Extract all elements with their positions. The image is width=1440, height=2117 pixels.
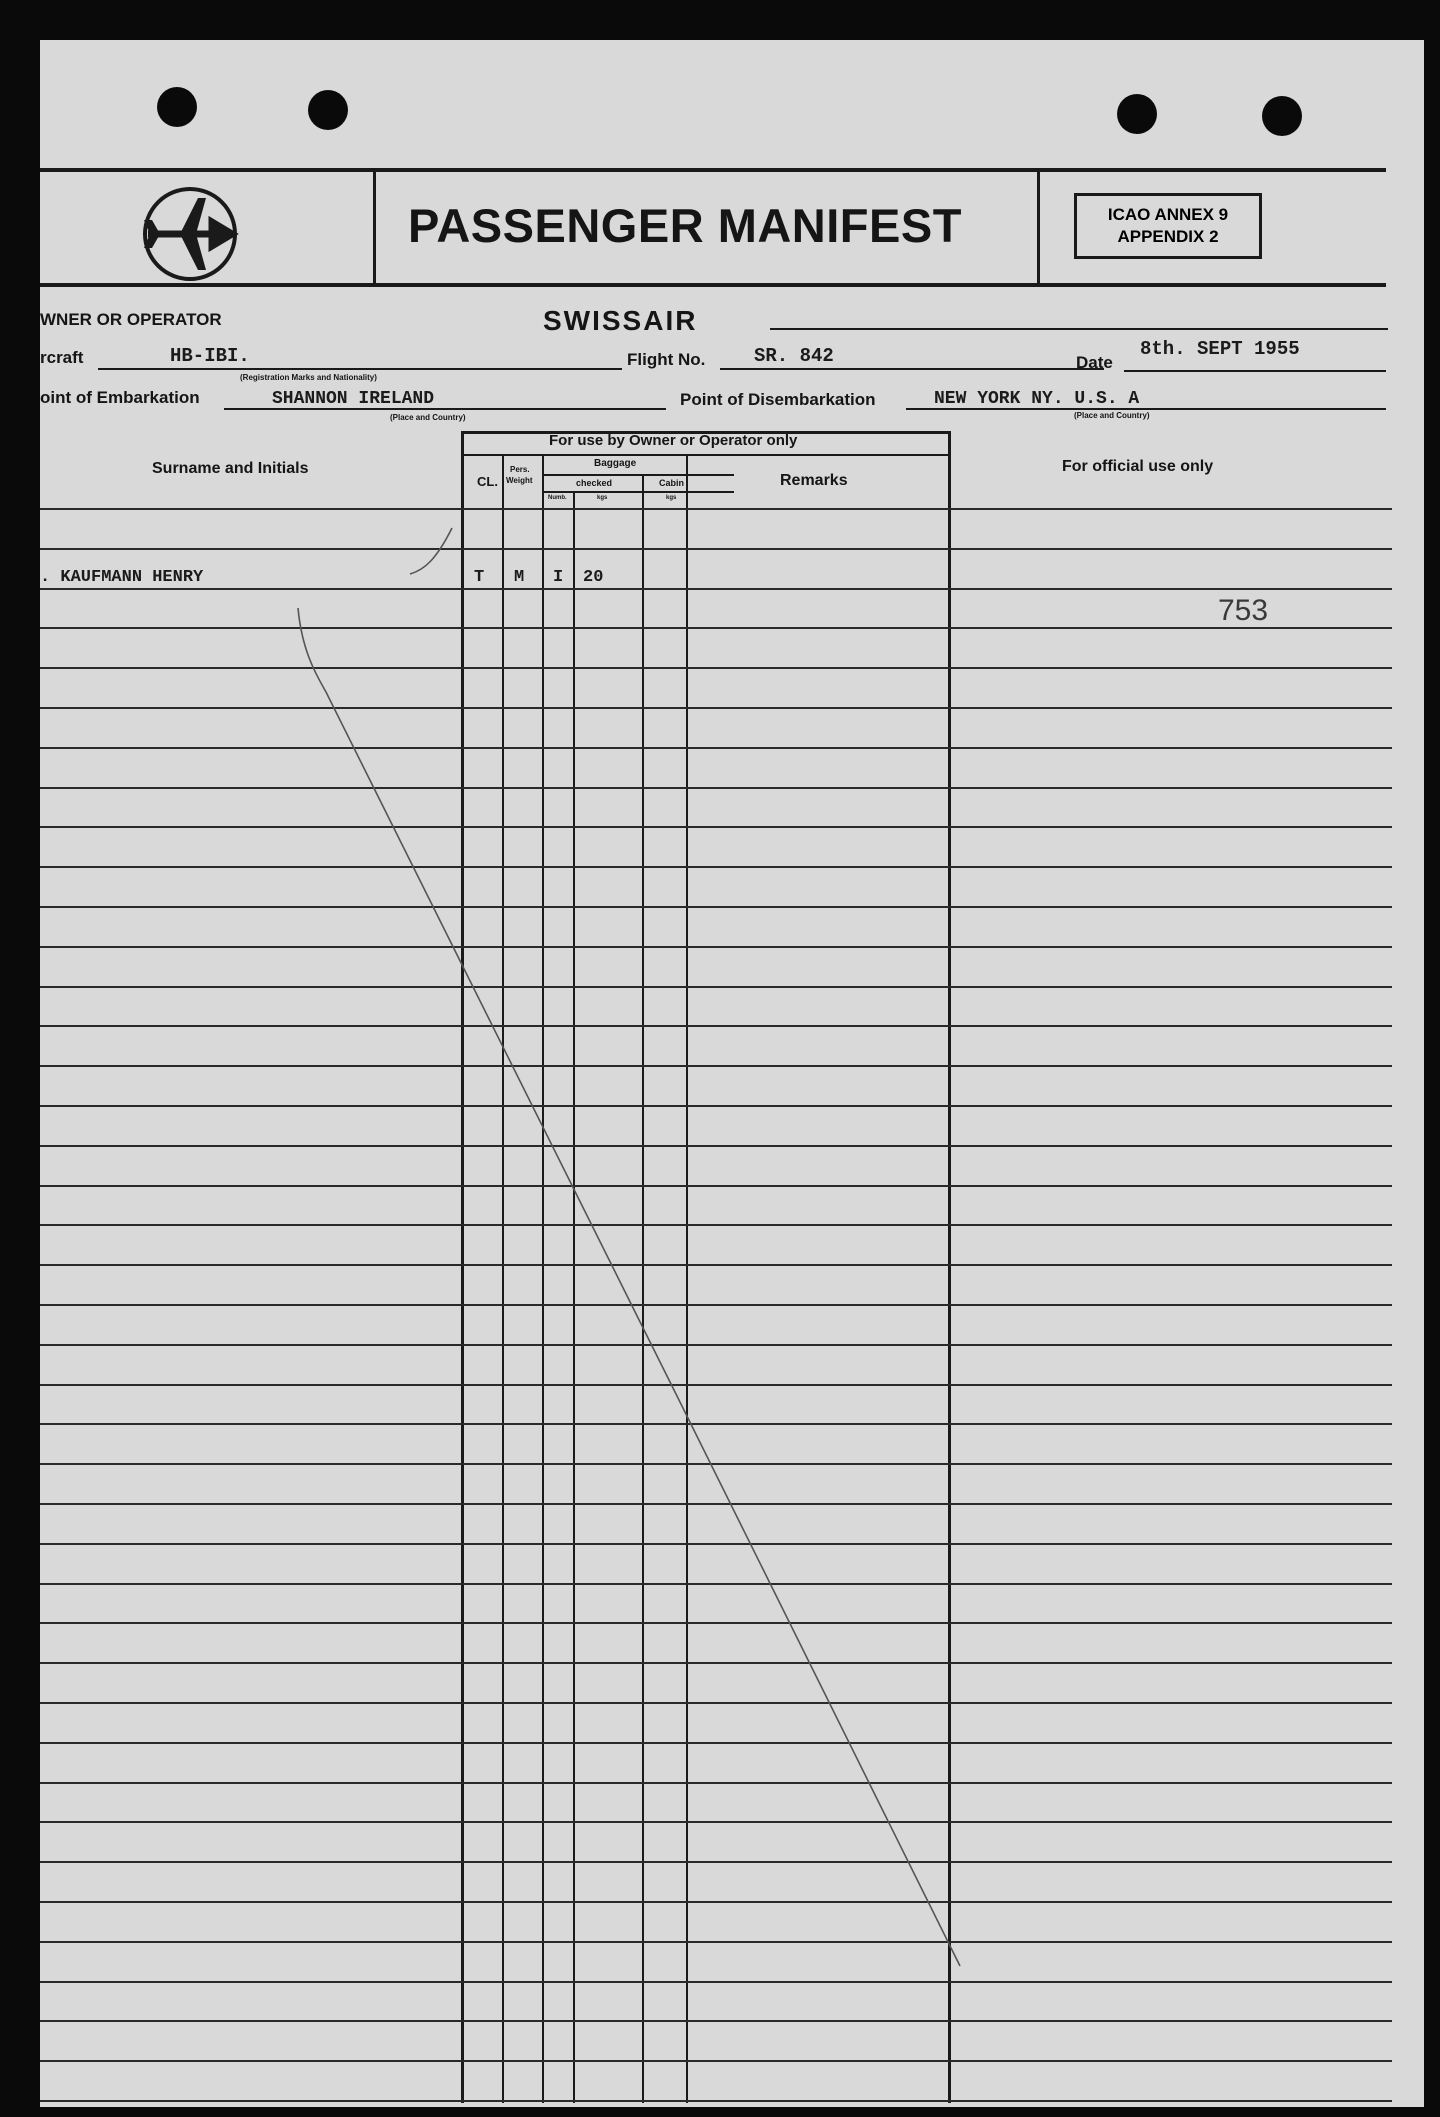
row-rule xyxy=(40,1662,1392,1664)
surname-header: Surname and Initials xyxy=(152,460,309,477)
page-title: PASSENGER MANIFEST xyxy=(408,199,962,252)
baggage-number: I xyxy=(553,568,564,587)
icao-annex-label: ICAO ANNEX 9 xyxy=(1107,205,1229,224)
row-rule xyxy=(40,508,1392,510)
owner-use-header: For use by Owner or Operator only xyxy=(549,432,798,449)
icao-appendix-label: APPENDIX 2 xyxy=(1117,227,1219,246)
weight-header: Weight xyxy=(506,476,533,485)
checked-rule xyxy=(542,491,734,493)
baggage-rule xyxy=(542,474,734,476)
disembarkation-value: NEW YORK NY. U.S. A xyxy=(934,389,1140,409)
row-rule xyxy=(40,1821,1392,1823)
cabin-header: Cabin xyxy=(659,478,685,488)
aircraft-value: HB-IBI. xyxy=(170,345,250,367)
row-rule xyxy=(40,1583,1392,1585)
column-rule xyxy=(461,431,464,2103)
embarkation-sublabel: (Place and Country) xyxy=(390,413,466,422)
owner-value: SWISSAIR xyxy=(543,305,698,336)
row-rule xyxy=(40,2020,1392,2022)
column-rule xyxy=(948,431,951,2103)
row-rule xyxy=(40,1901,1392,1903)
row-rule xyxy=(40,627,1392,629)
row-rule xyxy=(40,826,1392,828)
icao-box xyxy=(1074,193,1262,259)
row-rule xyxy=(40,1025,1392,1027)
airplane-logo-icon xyxy=(140,184,246,284)
row-rule xyxy=(40,2100,1392,2102)
row-rule xyxy=(40,2060,1392,2062)
row-rule xyxy=(40,906,1392,908)
row-rule xyxy=(40,1105,1392,1107)
disembarkation-label: Point of Disembarkation xyxy=(680,390,876,409)
punch-hole xyxy=(1262,96,1302,136)
remarks-header: Remarks xyxy=(780,472,848,489)
baggage-header: Baggage xyxy=(594,458,637,469)
baggage-kgs: 20 xyxy=(583,568,604,587)
pers-header: Pers. xyxy=(510,465,530,474)
row-rule xyxy=(40,1503,1392,1505)
row-rule xyxy=(40,1463,1392,1465)
row-rule xyxy=(40,787,1392,789)
official-number: 753 xyxy=(1218,594,1269,627)
cabin-kgs-header: kgs xyxy=(666,495,677,501)
flight-label: Flight No. xyxy=(627,350,706,369)
aircraft-sublabel: (Registration Marks and Nationality) xyxy=(240,373,377,382)
row-rule xyxy=(40,1861,1392,1863)
row-rule xyxy=(40,1065,1392,1067)
punch-hole xyxy=(308,90,348,130)
column-rule xyxy=(686,454,688,2103)
punch-hole xyxy=(1117,94,1157,134)
owner-label: WNER OR OPERATOR xyxy=(40,310,222,329)
official-use-header: For official use only xyxy=(1062,458,1214,475)
column-rule xyxy=(542,454,544,2103)
disembarkation-sublabel: (Place and Country) xyxy=(1074,411,1150,420)
aircraft-label: rcraft xyxy=(40,348,84,367)
cl-header: CL. xyxy=(477,474,498,489)
passenger-weight: M xyxy=(514,568,525,587)
checked-header: checked xyxy=(576,478,613,488)
manifest-page xyxy=(40,40,1424,2107)
passenger-name: . KAUFMANN HENRY xyxy=(40,568,204,587)
embarkation-label: oint of Embarkation xyxy=(40,388,200,407)
date-value: 8th. SEPT 1955 xyxy=(1140,338,1300,360)
column-rule xyxy=(502,454,504,2103)
row-rule xyxy=(40,1384,1392,1386)
row-rule xyxy=(40,1622,1392,1624)
owner-use-bottom-rule xyxy=(461,454,949,456)
date-label: Date xyxy=(1076,353,1113,372)
row-rule xyxy=(40,1344,1392,1346)
date-rule xyxy=(1124,370,1386,372)
row-rule xyxy=(40,1742,1392,1744)
punch-hole xyxy=(157,87,197,127)
row-rule xyxy=(40,588,1392,590)
row-rule xyxy=(40,1423,1392,1425)
row-rule xyxy=(40,1224,1392,1226)
owner-rule xyxy=(770,328,1388,330)
row-rule xyxy=(40,1981,1392,1983)
column-rule xyxy=(642,474,644,2103)
row-rule xyxy=(40,946,1392,948)
row-rule xyxy=(40,1941,1392,1943)
row-rule xyxy=(40,1304,1392,1306)
row-rule xyxy=(40,667,1392,669)
aircraft-rule xyxy=(98,368,622,370)
row-rule xyxy=(40,1264,1392,1266)
row-rule xyxy=(40,747,1392,749)
row-rule xyxy=(40,1702,1392,1704)
row-rule xyxy=(40,548,1392,550)
flight-rule xyxy=(720,368,1104,370)
numb-header: Numb. xyxy=(548,495,567,501)
row-rule xyxy=(40,707,1392,709)
row-rule xyxy=(40,1782,1392,1784)
row-rule xyxy=(40,1145,1392,1147)
embarkation-value: SHANNON IRELAND xyxy=(272,389,435,409)
row-rule xyxy=(40,986,1392,988)
row-rule xyxy=(40,1543,1392,1545)
flight-value: SR. 842 xyxy=(754,345,834,367)
kgs-header: kgs xyxy=(597,495,608,501)
row-rule xyxy=(40,866,1392,868)
row-rule xyxy=(40,1185,1392,1187)
passenger-class: T xyxy=(474,568,485,587)
